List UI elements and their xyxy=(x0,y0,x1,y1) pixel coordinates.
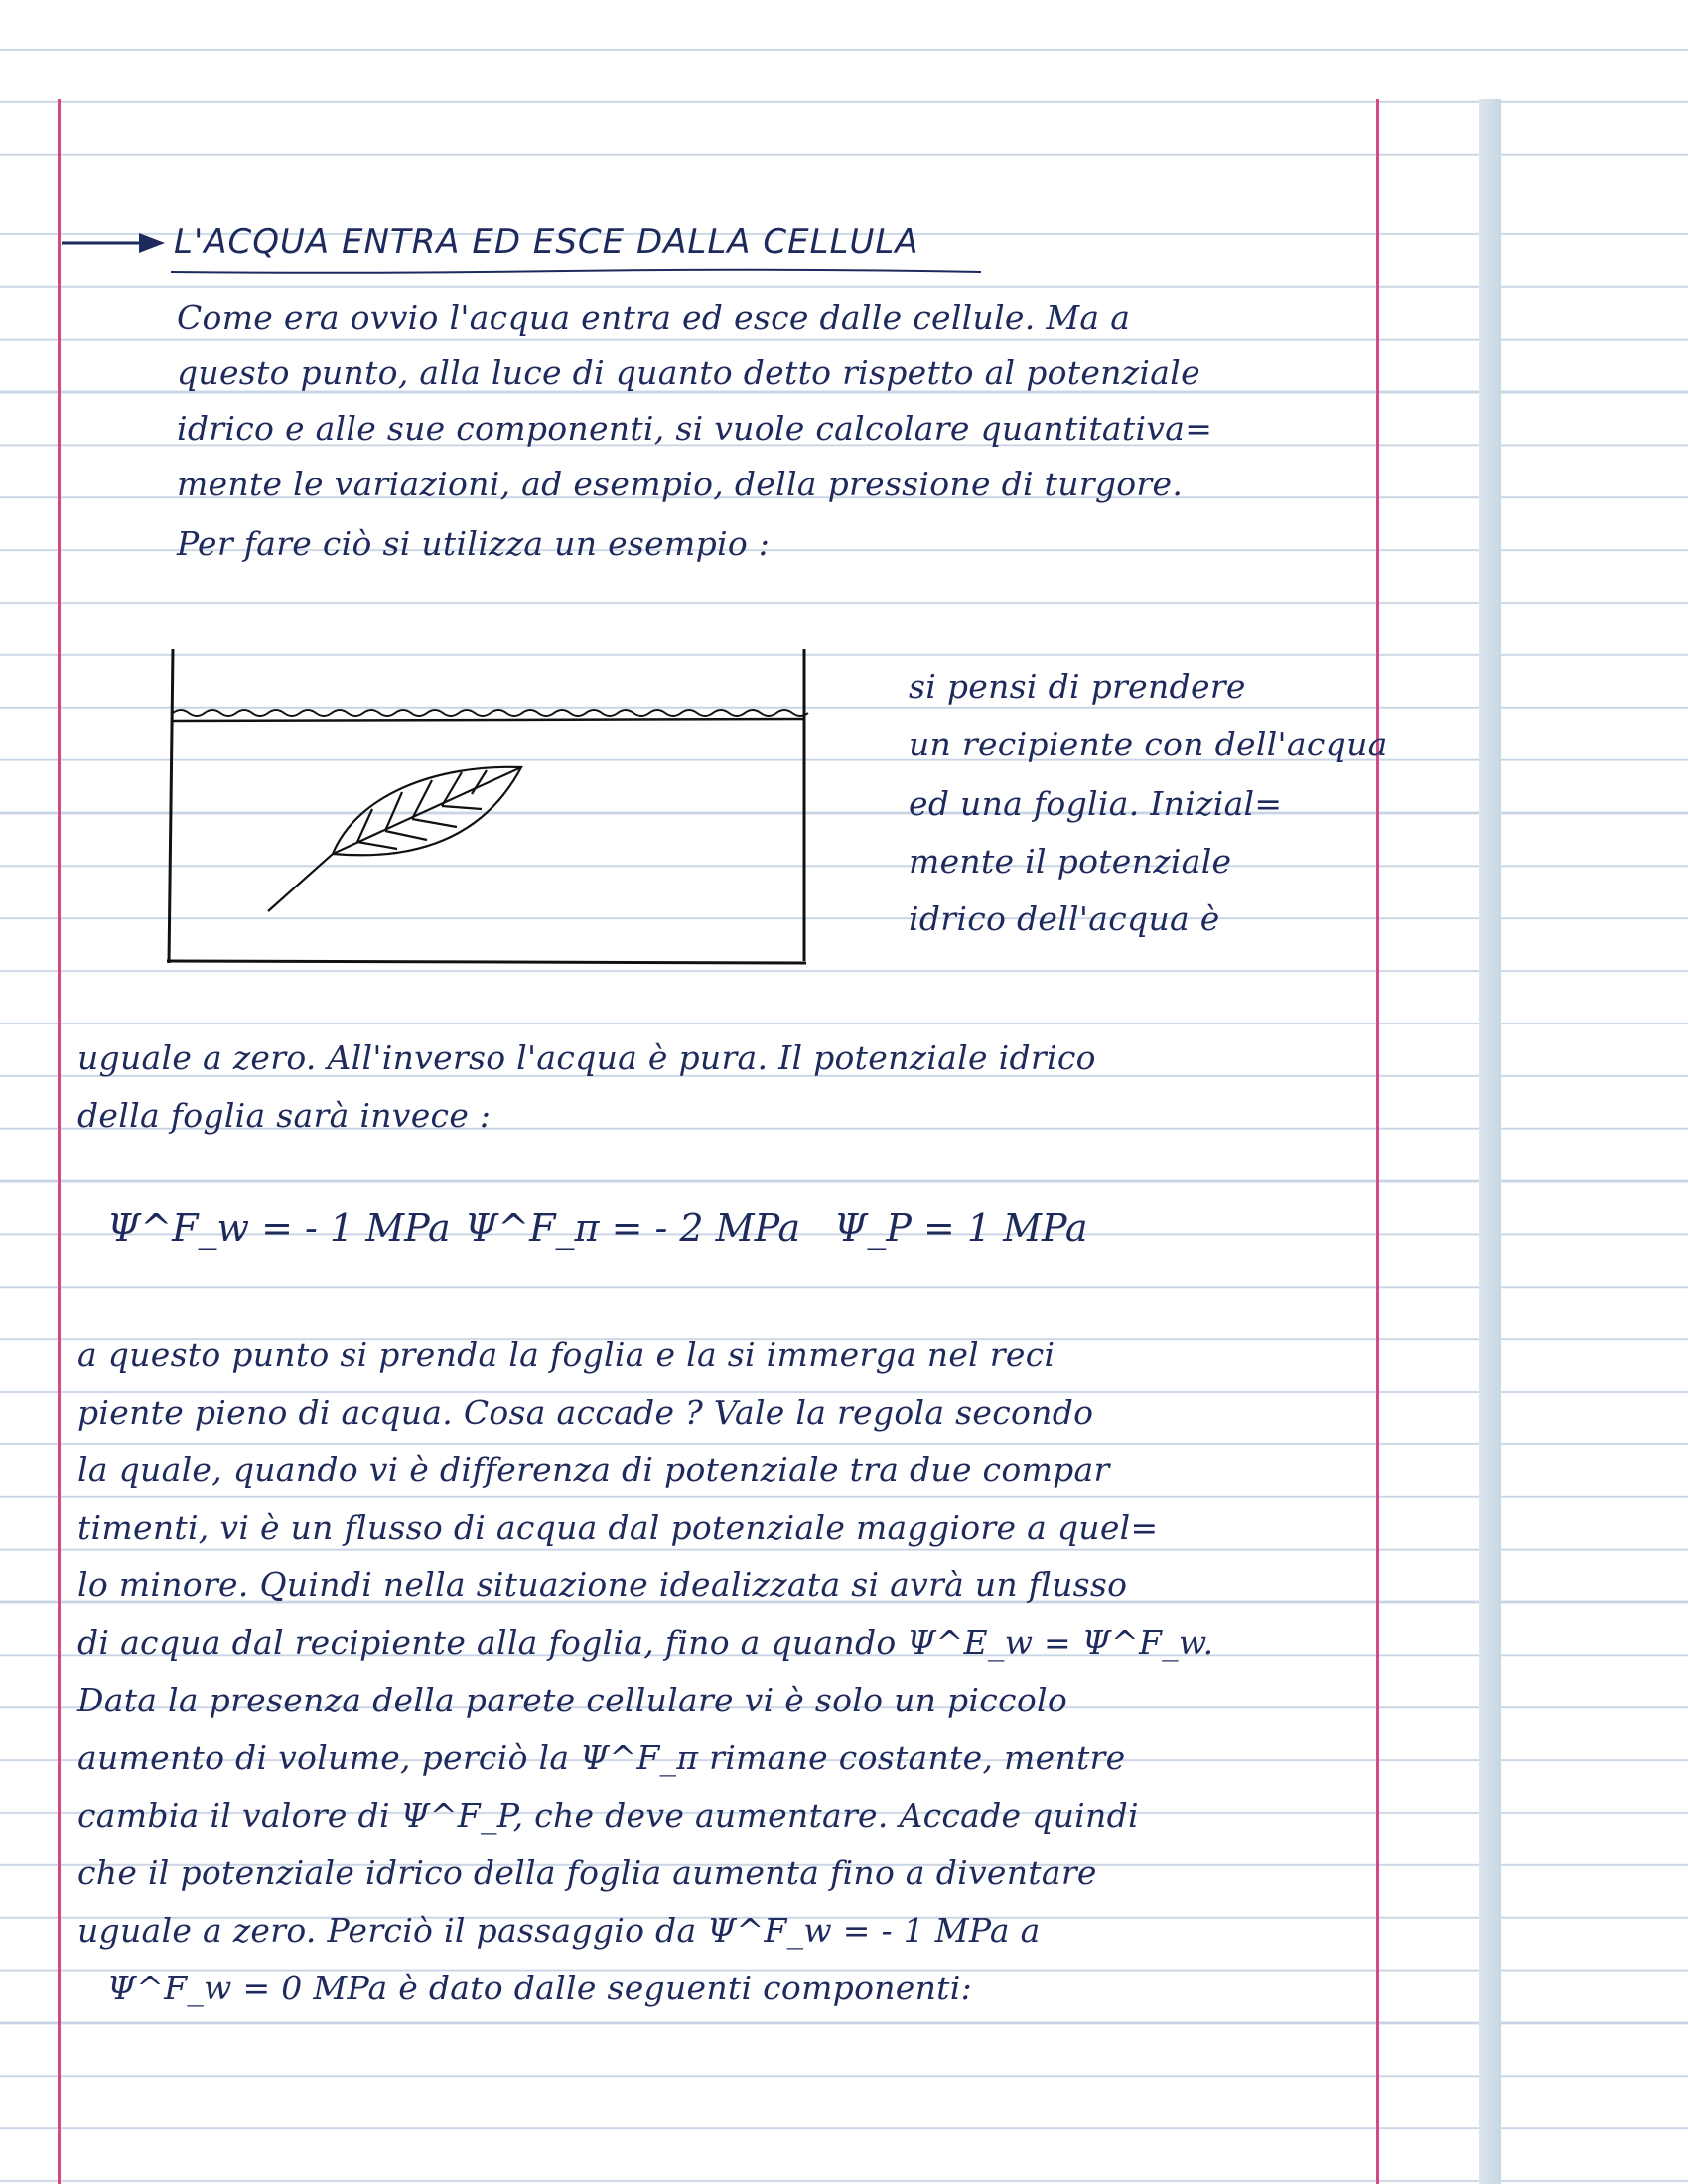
container-with-leaf-diagram xyxy=(159,645,814,973)
body-line-11: uguale a zero. Perciò il passaggio da Ψ^F_w = - 1 MPa a xyxy=(77,1911,1041,1950)
section-title: L'ACQUA ENTRA ED ESCE DALLA CELLULA xyxy=(174,222,919,262)
body-line-4: timenti, vi è un flusso di acqua dal potenziale maggiore a quel= xyxy=(77,1508,1159,1547)
body-line-5: lo minore. Quindi nella situazione idealizzata si avrà un flusso xyxy=(77,1566,1128,1604)
side-line-1: si pensi di prendere xyxy=(909,667,1246,706)
side-line-3: ed una foglia. Inizial= xyxy=(909,784,1283,823)
title-underline xyxy=(169,268,983,276)
body-line-7: Data la presenza della parete cellulare vi è solo un piccolo xyxy=(77,1681,1068,1719)
arrow-icon xyxy=(60,228,169,258)
body-line-12: Ψ^F_w = 0 MPa è dato dalle seguenti componenti: xyxy=(107,1969,973,2007)
body-line-9: cambia il valore di Ψ^F_P, che deve aumentare. Accade quindi xyxy=(77,1796,1139,1835)
body-line-3: la quale, quando vi è differenza di potenziale tra due compar xyxy=(77,1450,1110,1489)
leaf-icon xyxy=(268,767,521,911)
water-container xyxy=(167,649,806,963)
body-line-6: di acqua dal recipiente alla foglia, fino a quando Ψ^E_w = Ψ^F_w. xyxy=(77,1623,1214,1662)
formula-osmotic-potential: Ψ^F_π = - 2 MPa xyxy=(465,1206,801,1250)
side-line-5: idrico dell'acqua è xyxy=(909,899,1220,938)
formula-water-potential: Ψ^F_w = - 1 MPa xyxy=(107,1206,451,1250)
body-line-2: piente pieno di acqua. Cosa accade ? Vale la regola secondo xyxy=(77,1393,1094,1432)
side-line-4: mente il potenziale xyxy=(909,842,1232,881)
formula-pressure-potential: Ψ_P = 1 MPa xyxy=(834,1206,1088,1250)
intro-line-5: Per fare ciò si utilizza un esempio : xyxy=(177,524,771,563)
intro-line-1: Come era ovvio l'acqua entra ed esce dalle cellule. Ma a xyxy=(177,298,1131,337)
after-line-2: della foglia sarà invece : xyxy=(77,1096,492,1135)
page-edge-shadow xyxy=(1479,99,1501,2184)
body-line-1: a questo punto si prenda la foglia e la si immerga nel reci xyxy=(77,1335,1055,1374)
after-line-1: uguale a zero. All'inverso l'acqua è pura. Il potenziale idrico xyxy=(77,1038,1096,1077)
body-line-10: che il potenziale idrico della foglia aumenta fino a diventare xyxy=(77,1853,1097,1892)
intro-line-3: idrico e alle sue componenti, si vuole calcolare quantitativa= xyxy=(177,409,1213,448)
side-line-2: un recipiente con dell'acqua xyxy=(909,725,1388,763)
body-line-8: aumento di volume, perciò la Ψ^F_π rimane costante, mentre xyxy=(77,1738,1126,1777)
water-surface xyxy=(173,710,808,716)
intro-line-2: questo punto, alla luce di quanto detto rispetto al potenziale xyxy=(177,353,1200,392)
left-margin-line xyxy=(58,99,61,2184)
intro-line-4: mente le variazioni, ad esempio, della pressione di turgore. xyxy=(177,465,1184,503)
right-margin-line xyxy=(1376,99,1379,2184)
